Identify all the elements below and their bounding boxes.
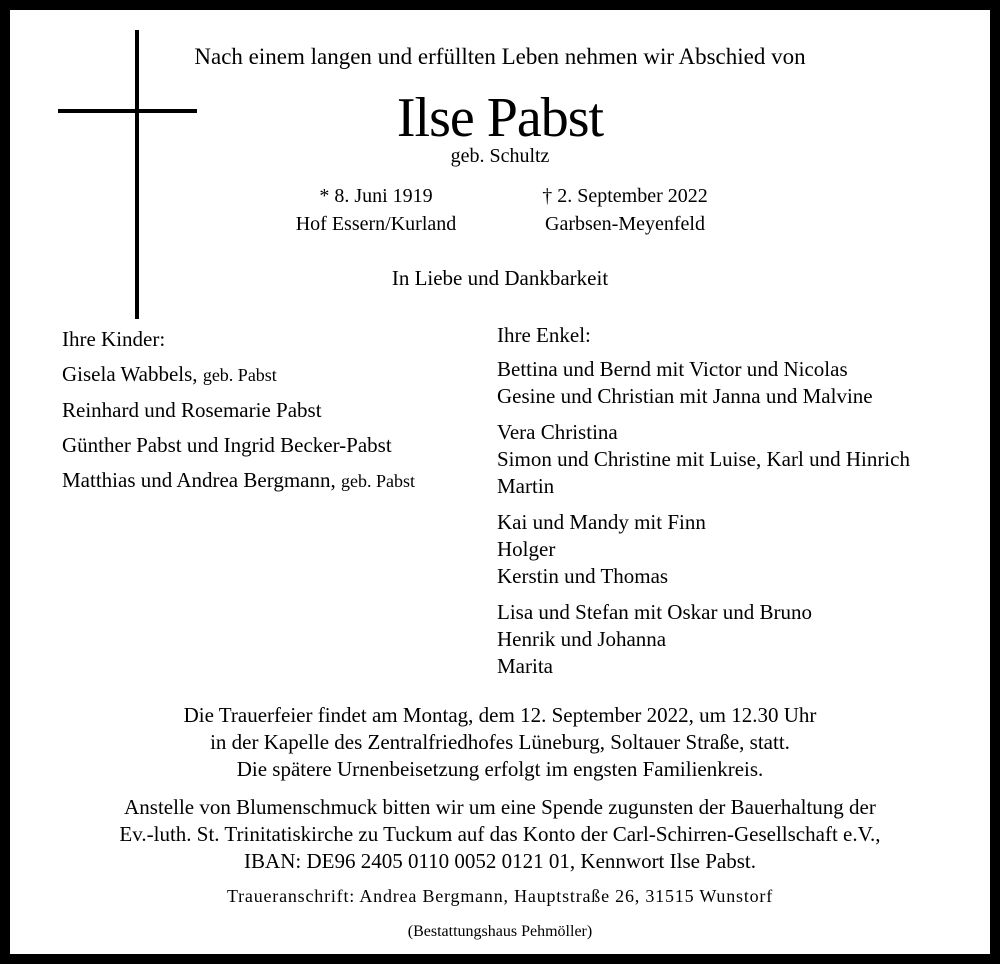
service-line: Die Trauerfeier findet am Montag, dem 12. September 2022, um 12.30 Uhr bbox=[183, 703, 817, 727]
list-item bbox=[62, 428, 415, 463]
list-item: Martin bbox=[497, 474, 555, 498]
child-name: Günther Pabst und Ingrid Becker-Pabst bbox=[62, 433, 392, 457]
birth-info bbox=[282, 185, 470, 236]
death-place: Garbsen-Meyenfeld bbox=[545, 213, 705, 235]
list-item bbox=[62, 357, 415, 393]
death-date: † 2. September 2022 bbox=[542, 185, 708, 207]
birth-name: geb. Schultz bbox=[450, 145, 550, 167]
service-line: Die spätere Urnenbeisetzung erfolgt im engsten Familienkreis. bbox=[236, 757, 764, 781]
list-item: Simon und Christine mit Luise, Karl und Hinrich bbox=[497, 447, 910, 471]
list-item bbox=[62, 393, 415, 428]
donation-line: IBAN: DE96 2405 0110 0052 0121 01, Kennwort Ilse Pabst. bbox=[244, 849, 756, 873]
death-info bbox=[525, 185, 725, 236]
grandchildren-group bbox=[497, 419, 910, 500]
deceased-name: Ilse Pabst bbox=[396, 87, 604, 149]
intro-text: Nach einem langen und erfüllten Leben nehmen wir Abschied von bbox=[194, 44, 806, 69]
list-item: Bettina und Bernd mit Victor und Nicolas bbox=[497, 357, 848, 381]
list-item bbox=[62, 463, 415, 499]
donation-info bbox=[10, 794, 990, 875]
child-note: geb. Pabst bbox=[202, 365, 277, 385]
birth-place: Hof Essern/Kurland bbox=[295, 213, 457, 235]
grandchildren-heading: Ihre Enkel: bbox=[497, 323, 591, 347]
donation-line: Ev.-luth. St. Trinitatiskirche zu Tuckum auf das Konto der Carl-Schirren-Gesellschaft e.V., bbox=[119, 822, 881, 846]
list-item: Holger bbox=[497, 537, 556, 561]
children-heading: Ihre Kinder: bbox=[62, 327, 166, 351]
child-name: Reinhard und Rosemarie Pabst bbox=[62, 398, 322, 422]
child-name: Matthias und Andrea Bergmann, bbox=[62, 468, 336, 492]
thanks-text: In Liebe und Dankbarkeit bbox=[391, 266, 609, 290]
service-info bbox=[10, 702, 990, 783]
service-line: in der Kapelle des Zentralfriedhofes Lüneburg, Soltauer Straße, statt. bbox=[210, 730, 790, 754]
list-item: Henrik und Johanna bbox=[497, 627, 667, 651]
list-item: Vera Christina bbox=[497, 420, 618, 444]
funeral-home: (Bestattungshaus Pehmöller) bbox=[407, 923, 593, 940]
list-item: Kai und Mandy mit Finn bbox=[497, 510, 706, 534]
list-item: Kerstin und Thomas bbox=[497, 564, 669, 588]
grandchildren-list bbox=[497, 322, 910, 689]
mourning-address: Traueranschrift: Andrea Bergmann, Hauptstraße 26, 31515 Wunstorf bbox=[226, 886, 774, 906]
child-note: geb. Pabst bbox=[340, 471, 415, 491]
birth-date: * 8. Juni 1919 bbox=[319, 185, 433, 207]
list-item: Lisa und Stefan mit Oskar und Bruno bbox=[497, 600, 812, 624]
list-item: Gesine und Christian mit Janna und Malvine bbox=[497, 384, 873, 408]
list-item: Marita bbox=[497, 654, 553, 678]
grandchildren-group bbox=[497, 356, 910, 410]
child-name: Gisela Wabbels, bbox=[62, 362, 198, 386]
children-list bbox=[62, 322, 415, 499]
grandchildren-group bbox=[497, 599, 910, 680]
grandchildren-group bbox=[497, 509, 910, 590]
donation-line: Anstelle von Blumenschmuck bitten wir um eine Spende zugunsten der Bauerhaltung der bbox=[124, 795, 876, 819]
